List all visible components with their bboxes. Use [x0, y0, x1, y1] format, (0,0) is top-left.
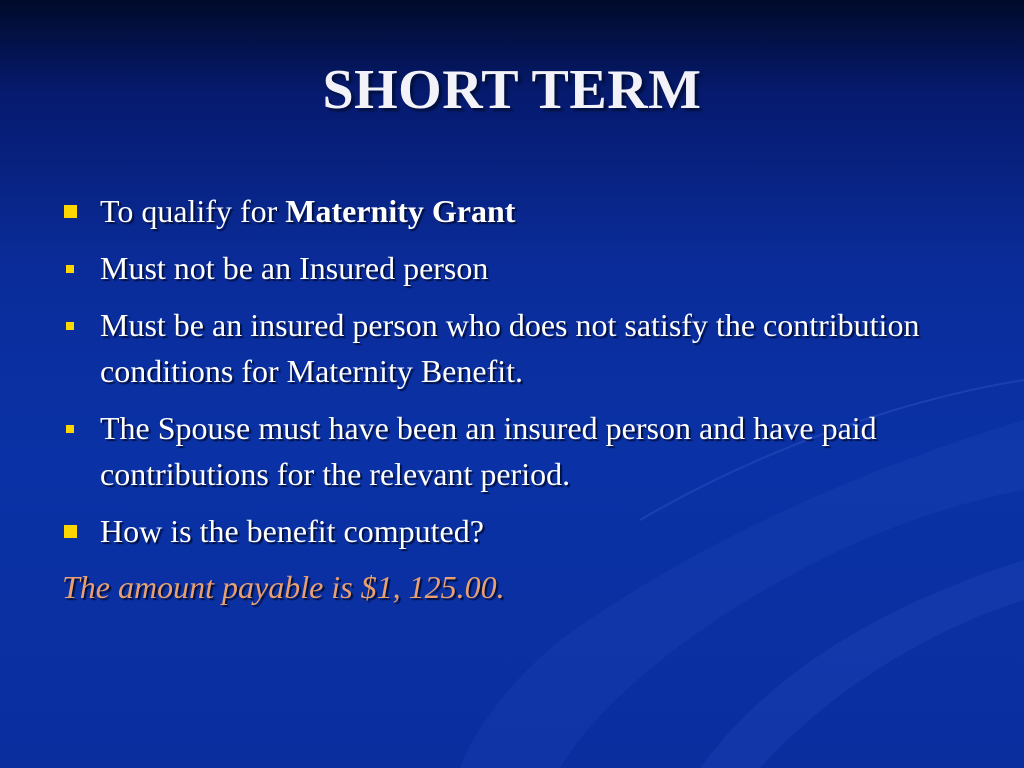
square-bullet-icon: [64, 525, 77, 538]
item-bold-text: Maternity Grant: [285, 193, 516, 229]
small-square-bullet-icon: [66, 322, 74, 330]
list-item-maternity-grant: [62, 188, 962, 234]
slide-title: SHORT TERM: [322, 59, 702, 121]
item-text: The Spouse must have been an insured person and have paid contributions for the relevant period.: [100, 410, 877, 492]
item-text: How is the benefit computed?: [100, 513, 484, 549]
item-text: To qualify for: [100, 193, 286, 229]
list-item-computation: [62, 508, 962, 554]
item-text: Must be an insured person who does not satisfy the contribution conditions for Maternity Benefit.: [100, 307, 920, 389]
item-text: Must not be an Insured person: [100, 250, 489, 286]
list-item-contribution-conditions: [62, 302, 962, 394]
bullet-list: [62, 188, 962, 610]
small-square-bullet-icon: [66, 425, 74, 433]
list-item-spouse: [62, 405, 962, 497]
amount-note: The amount payable is $1, 125.00.: [62, 569, 505, 605]
square-bullet-icon: [64, 205, 77, 218]
small-square-bullet-icon: [66, 265, 74, 273]
list-item-not-insured: [62, 245, 962, 291]
